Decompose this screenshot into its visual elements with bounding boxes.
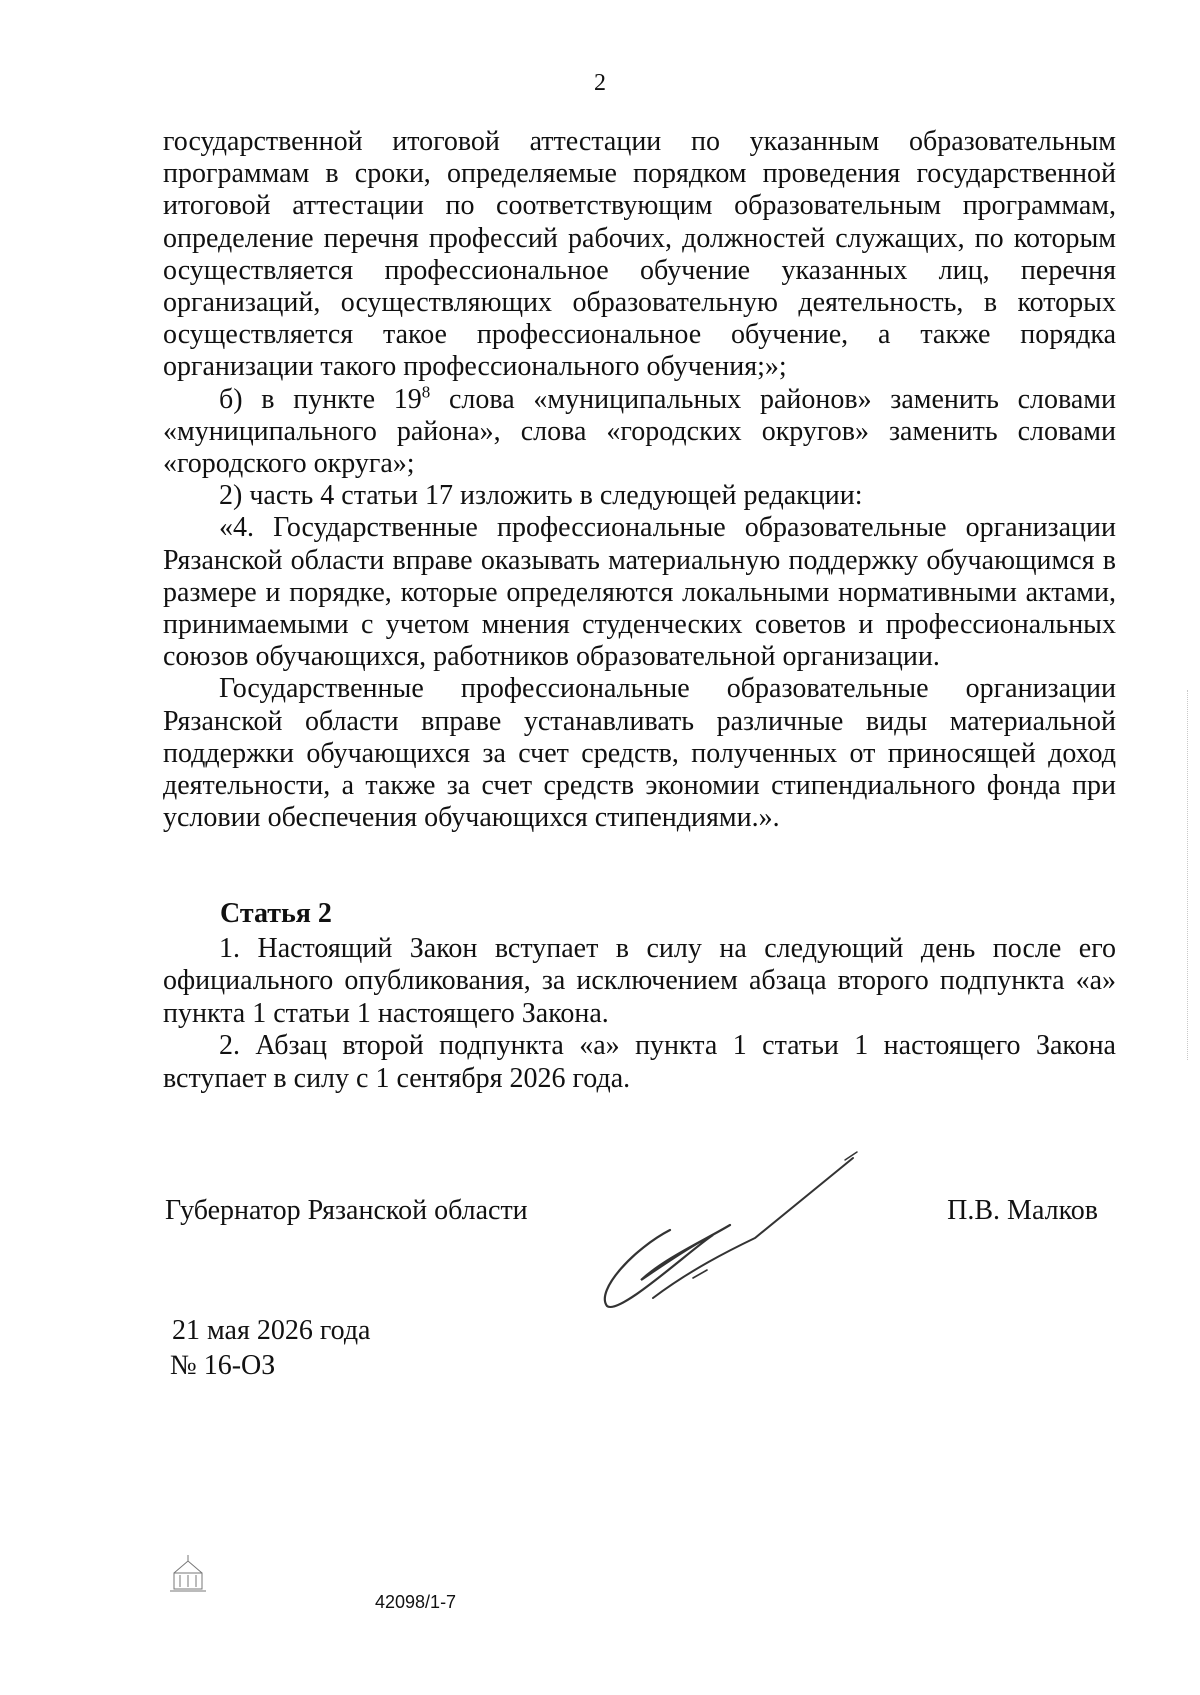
article-2-item-1: 1. Настоящий Закон вступает в силу на следующий день после его официального опубликования, за исключением абзаца второго подпункта «а» пункта 1 статьи 1 настоящего Закона. bbox=[163, 933, 1116, 1029]
signatory-name: П.В. Малков bbox=[947, 1195, 1098, 1226]
law-number: № 16-ОЗ bbox=[170, 1350, 276, 1381]
paragraph-continuation: государственной итоговой аттестации по указанным образовательным программам в сроки, определяемые порядком проведения государственной итоговой аттестации по соответствующим образовательным программам, определение перечня профессий рабочих, должностей служащих, по которым осуществляется профессиональное обучение указанных лиц, перечня организаций, осуществляющих образовательную деятельность, в которых осуществляется такое профессиональное обучение, а также порядка организации такого профессионального обучения;»; bbox=[163, 126, 1116, 383]
handwritten-signature bbox=[595, 1130, 935, 1310]
document-code: 42098/1-7 bbox=[375, 1592, 457, 1612]
signing-date: 21 мая 2026 года bbox=[172, 1315, 371, 1346]
document-body bbox=[163, 126, 1116, 834]
paragraph-item-b-end: слова «муниципальных районов» заменить словами «муниципального района», слова «городских округов» заменить словами «городского округа»; bbox=[163, 383, 1116, 480]
paragraph-quote-part-4-continued: Государственные профессиональные образовательные организации Рязанской области вправе устанавливать различные виды материальной поддержки обучающихся за счет средств, полученных от приносящей доход деятельности, а также за счет средств экономии стипендиального фонда при условии обеспечения обучающихся стипендиями.». bbox=[163, 673, 1116, 834]
paragraph-item-b-start: б) в пункте 19 bbox=[219, 383, 422, 415]
article-heading: Статья 2 bbox=[220, 898, 332, 929]
paragraph-item-b bbox=[163, 384, 1116, 481]
article-2-body bbox=[163, 933, 1116, 1095]
superscript: 8 bbox=[421, 382, 431, 402]
paragraph-quote-part-4: «4. Государственные профессиональные образовательные организации Рязанской области вправе оказывать материальную поддержку обучающимся в размере и порядке, которые определяются локальными нормативными актами, принимаемыми с учетом мнения студенческих советов и профессиональных союзов обучающихся, работников образовательной организации. bbox=[163, 512, 1116, 673]
paragraph-item-2: 2) часть 4 статьи 17 изложить в следующей редакции: bbox=[219, 480, 863, 512]
print-emblem-icon bbox=[168, 1553, 208, 1597]
article-2-item-2: 2. Абзац второй подпункта «а» пункта 1 статьи 1 настоящего Закона вступает в силу с 1 сентября 2026 года. bbox=[163, 1030, 1116, 1094]
page-number: 2 bbox=[594, 70, 606, 96]
scan-margin-artifact bbox=[1187, 690, 1189, 1060]
signatory-title: Губернатор Рязанской области bbox=[165, 1195, 528, 1226]
